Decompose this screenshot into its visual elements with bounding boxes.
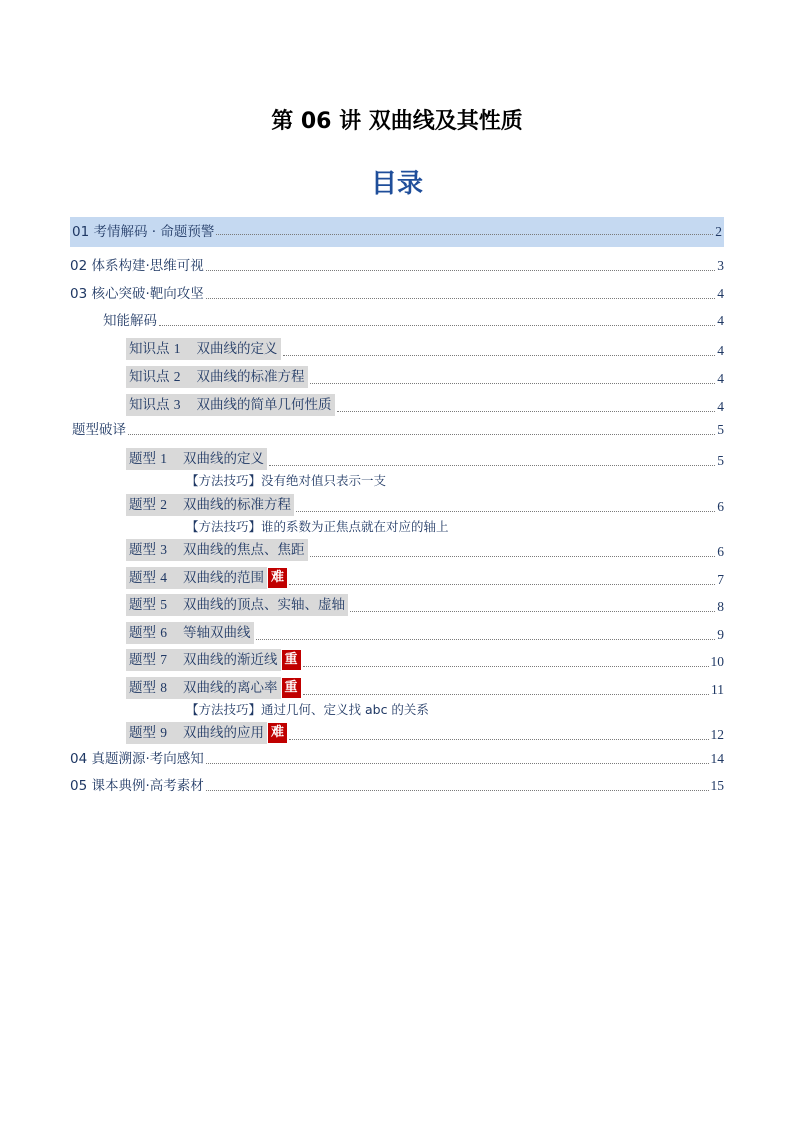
toc-entry-tag: 题型 5 双曲线的顶点、实轴、虚轴 <box>126 594 348 616</box>
toc-leader-dots <box>206 297 715 299</box>
toc-entry-label: 知能解码 <box>103 313 157 329</box>
toc-entry-tag: 题型 9 双曲线的应用 <box>126 722 267 744</box>
document-title: 第 06 讲 双曲线及其性质 <box>271 109 523 134</box>
toc-page-number: 8 <box>717 599 724 614</box>
toc-page-number: 14 <box>710 751 724 766</box>
toc-entry-type-5[interactable] <box>70 594 724 616</box>
toc-entry-tag: 题型 6 等轴双曲线 <box>126 622 254 644</box>
toc-leader-dots <box>256 638 716 640</box>
toc-entry-label: 03 核心突破·靶向攻坚 <box>70 286 204 302</box>
toc-page-number: 6 <box>717 544 724 559</box>
toc-page-number: 5 <box>717 453 724 468</box>
toc-page-number: 10 <box>710 654 724 669</box>
toc-page-number: 5 <box>717 422 724 437</box>
toc-entry-question-types[interactable] <box>70 421 724 439</box>
toc-leader-dots <box>303 693 709 695</box>
toc-page-number: 7 <box>717 572 724 587</box>
toc-page-number: 12 <box>710 727 724 742</box>
toc-entry-section-01[interactable] <box>70 217 724 247</box>
toc-entry-section-05[interactable] <box>70 777 724 795</box>
toc-leader-dots <box>206 789 709 791</box>
toc-leader-dots <box>350 610 715 612</box>
toc-page-number: 2 <box>715 224 722 239</box>
method-tip: 【方法技巧】谁的系数为正焦点就在对应的轴上 <box>186 519 449 534</box>
importance-badge: 重 <box>282 678 301 698</box>
toc-entry-tag: 知识点 3 双曲线的简单几何性质 <box>126 394 335 416</box>
toc-page-number: 15 <box>710 778 724 793</box>
toc-entry-label: 01 考情解码 · 命题预警 <box>72 224 215 240</box>
toc-leader-dots <box>128 433 715 435</box>
toc-entry-tag: 知识点 1 双曲线的定义 <box>126 338 281 360</box>
toc-entry-knowledge-2[interactable] <box>70 366 724 388</box>
toc-entry-tag: 知识点 2 双曲线的标准方程 <box>126 366 308 388</box>
toc-page-number: 4 <box>717 343 724 358</box>
toc-leader-dots <box>206 269 715 271</box>
toc-entry-tag: 题型 8 双曲线的离心率 <box>126 677 281 699</box>
method-tip: 【方法技巧】没有绝对值只表示一支 <box>186 473 387 488</box>
toc-entry-tag: 题型 7 双曲线的渐近线 <box>126 649 281 671</box>
toc-heading: 目录 <box>370 169 423 199</box>
toc-leader-dots <box>283 354 716 356</box>
toc-leader-dots <box>337 410 716 412</box>
toc-leader-dots <box>303 665 709 667</box>
toc-entry-type-3[interactable] <box>70 539 724 561</box>
toc-entry-type-8[interactable] <box>70 677 724 699</box>
toc-leader-dots <box>159 324 715 326</box>
toc-leader-dots <box>296 510 715 512</box>
toc-leader-dots <box>216 233 713 235</box>
difficulty-badge: 难 <box>268 568 287 588</box>
toc-page-number: 4 <box>717 286 724 301</box>
toc-entry-type-1[interactable] <box>70 448 724 470</box>
method-tip: 【方法技巧】通过几何、定义找 abc 的关系 <box>186 702 429 717</box>
toc-leader-dots <box>206 762 709 764</box>
toc-entry-knowledge-3[interactable] <box>70 394 724 416</box>
toc-entry-tag: 题型 3 双曲线的焦点、焦距 <box>126 539 308 561</box>
importance-badge: 重 <box>282 650 301 670</box>
toc-leader-dots <box>289 738 708 740</box>
toc-leader-dots <box>310 382 716 384</box>
toc-page-number: 4 <box>717 313 724 328</box>
toc-entry-tag: 题型 1 双曲线的定义 <box>126 448 267 470</box>
toc-page-number: 6 <box>717 499 724 514</box>
toc-page-number: 4 <box>717 399 724 414</box>
toc-page-number: 3 <box>717 258 724 273</box>
toc-entry-knowledge-decode[interactable] <box>70 312 724 330</box>
difficulty-badge: 难 <box>268 723 287 743</box>
toc-entry-label: 02 体系构建·思维可视 <box>70 258 204 274</box>
toc-entry-type-2[interactable] <box>70 494 724 516</box>
toc-entry-section-02[interactable] <box>70 257 724 275</box>
toc-entry-tag: 题型 2 双曲线的标准方程 <box>126 494 294 516</box>
toc-leader-dots <box>310 555 716 557</box>
toc-entry-tag: 题型 4 双曲线的范围 <box>126 567 267 589</box>
toc-leader-dots <box>269 464 715 466</box>
toc-page-number: 9 <box>717 627 724 642</box>
toc-page-number: 11 <box>711 682 724 697</box>
toc-entry-section-04[interactable] <box>70 750 724 768</box>
toc-leader-dots <box>289 583 715 585</box>
toc-entry-type-4[interactable] <box>70 567 724 589</box>
toc-entry-type-7[interactable] <box>70 649 724 671</box>
toc-entry-label: 05 课本典例·高考素材 <box>70 778 204 794</box>
toc-entry-section-03[interactable] <box>70 285 724 303</box>
toc-entry-type-9[interactable] <box>70 722 724 744</box>
toc-entry-label: 题型破译 <box>72 422 126 438</box>
toc-entry-label: 04 真题溯源·考向感知 <box>70 751 204 767</box>
toc-page-number: 4 <box>717 371 724 386</box>
toc-entry-type-6[interactable] <box>70 622 724 644</box>
toc-entry-knowledge-1[interactable] <box>70 338 724 360</box>
